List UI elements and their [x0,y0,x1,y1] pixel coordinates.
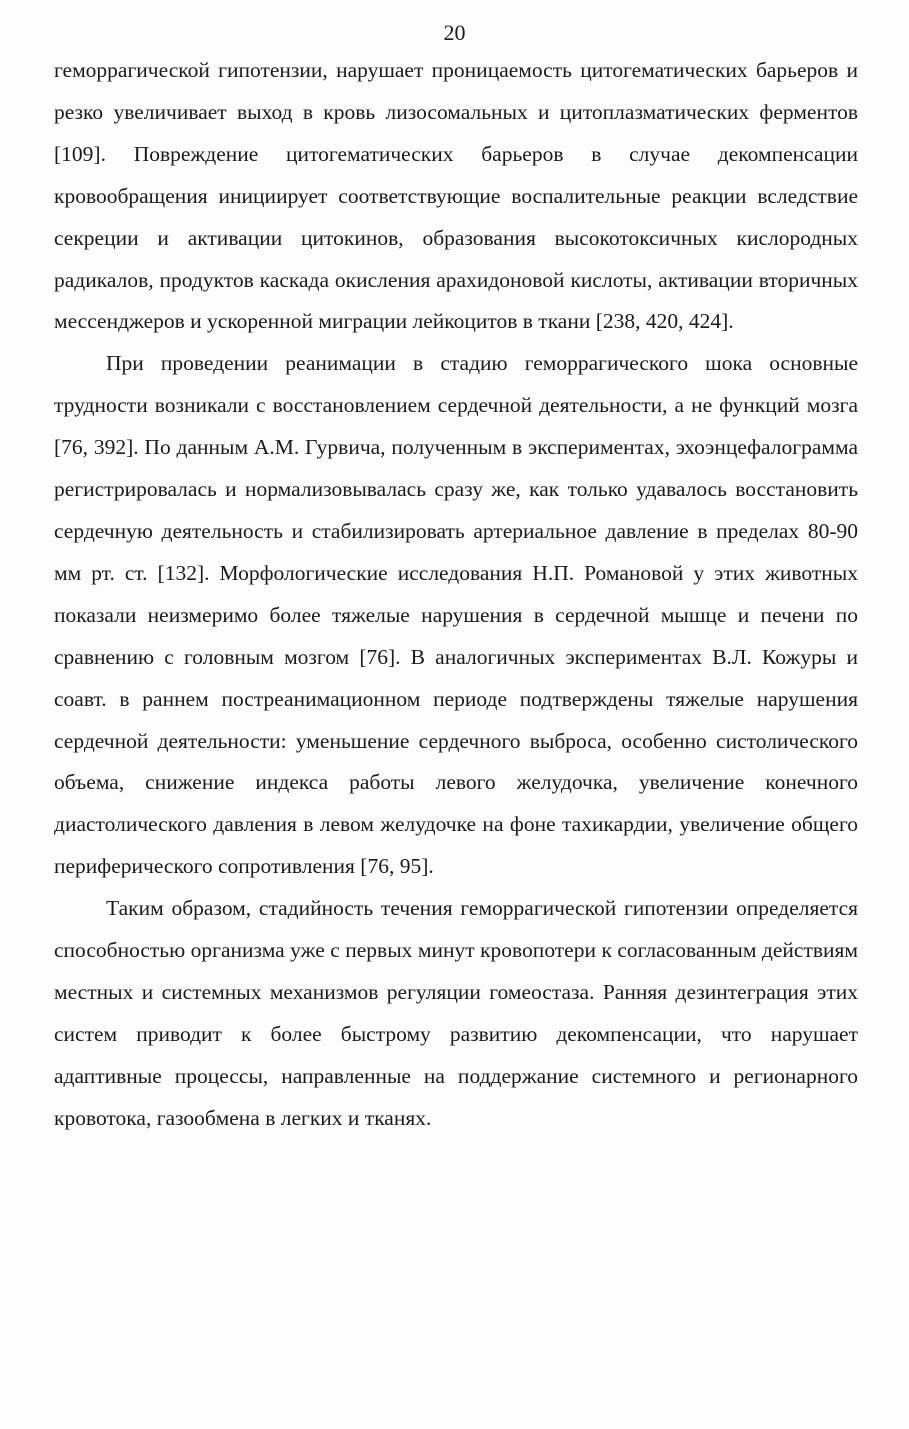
body-text [54,50,858,1140]
paragraph-1: геморрагической гипотензии, нарушает проницаемость цитогематических барьеров и резко увеличивает выход в кровь лизосомальных и цитоплазматических ферментов [109]. Повреждение цитогематических барьеров в случае декомпенсации кровообращения инициирует соответствующие воспалительные реакции вследствие секреции и активации цитокинов, образования высокотоксичных кислородных радикалов, продуктов каскада окисления арахидоновой кислоты, активации вторичных мессенджеров и ускоренной миграции лейкоцитов в ткани [238, 420, 424]. [54,58,858,334]
paragraph-2: При проведении реанимации в стадию геморрагического шока основные трудности возникали с восстановлением сердечной деятельности, а не функций мозга [76, 392]. По данным А.М. Гурвича, полученным в экспериментах, эхоэнцефалограмма регистрировалась и нормализовывалась сразу же, как только удавалось восстановить сердечную деятельность и стабилизировать артериальное давление в пределах 80-90 мм рт. ст. [132]. Морфологические исследования Н.П. Романовой у этих животных показали неизмеримо более тяжелые нарушения в сердечной мышце и печени по сравнению с головным мозгом [76]. В аналогичных экспериментах В.Л. Кожуры и соавт. в раннем постреанимационном периоде подтверждены тяжелые нарушения сердечной деятельности: уменьшение сердечного выброса, особенно систолического объема, снижение индекса работы левого желудочка, увеличение конечного диастолического давления в левом желудочке на фоне тахикардии, увеличение общего периферического сопротивления [76, 95]. [54,351,858,879]
paragraph-3: Таким образом, стадийность течения геморрагической гипотензии определяется способностью организма уже с первых минут кровопотери к согласованным действиям местных и системных механизмов регуляции гомеостаза. Ранняя дезинтеграция этих систем приводит к более быстрому развитию декомпенсации, что нарушает адаптивные процессы, направленные на поддержание системного и регионарного кровотока, газообмена в легких и тканях. [54,896,858,1130]
page-number: 20 [443,20,466,45]
